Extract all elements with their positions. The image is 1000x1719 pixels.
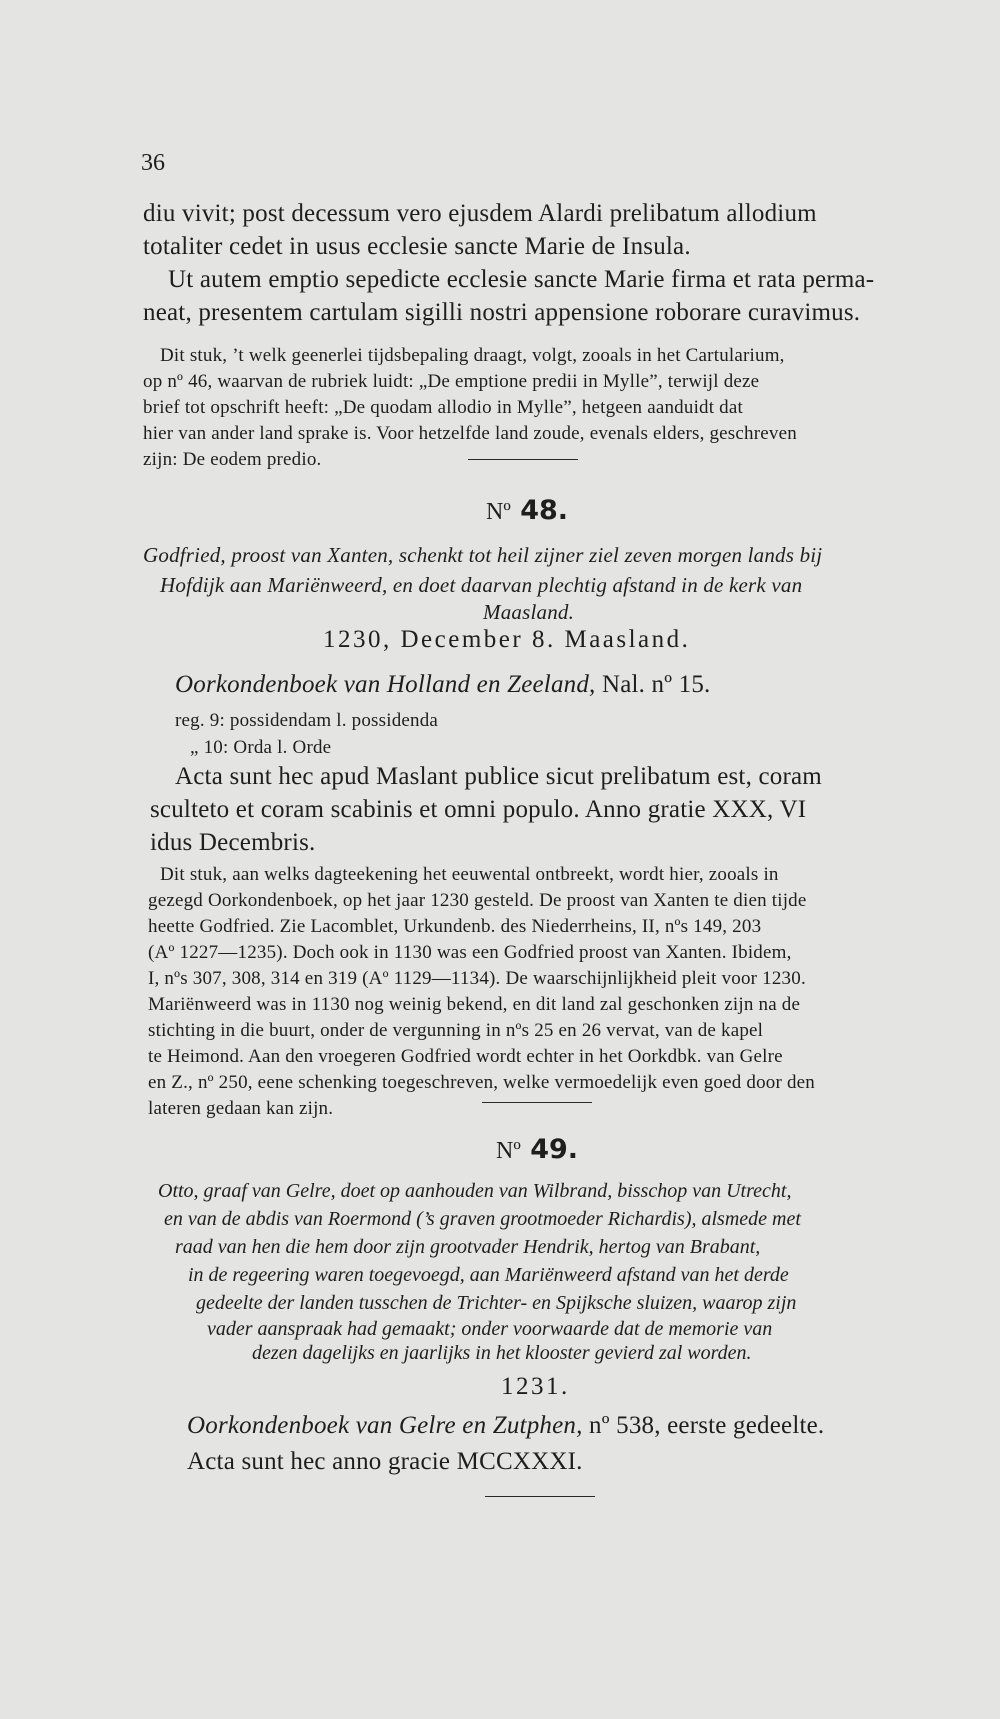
latin-line: Acta sunt hec anno gracie MCCXXXI. bbox=[187, 1448, 583, 1475]
note-line: op nº 46, waarvan de rubriek luidt: „De emptione predii in Mylle”, terwijl deze bbox=[143, 371, 760, 392]
note-line: (Aº 1227—1235). Doch ook in 1130 was een Godfried proost van Xanten. Ibidem, bbox=[148, 942, 792, 963]
summary-line: raad van hen die hem door zijn grootvader Hendrik, hertog van Brabant, bbox=[175, 1236, 761, 1258]
source-title: Oorkondenboek van Gelre en Zutphen, bbox=[187, 1412, 583, 1439]
latin-line: Ut autem emptio sepedicte ecclesie sancte Marie firma et rata perma- bbox=[168, 266, 875, 293]
note-line: stichting in die buurt, onder de vergunning in nºs 25 en 26 vervat, van de kapel bbox=[148, 1020, 764, 1041]
document-date: 1230, December 8. Maasland. bbox=[323, 626, 691, 653]
section-divider bbox=[468, 459, 578, 460]
latin-line: totaliter cedet in usus ecclesie sancte Marie de Insula. bbox=[143, 233, 691, 260]
page-number: 36 bbox=[141, 150, 165, 176]
source-citation bbox=[175, 671, 711, 699]
summary-line: Maasland. bbox=[483, 600, 575, 624]
note-line: zijn: De eodem predio. bbox=[143, 449, 322, 470]
section-divider bbox=[482, 1102, 592, 1103]
note-line: hier van ander land sprake is. Voor hetzelfde land zoude, evenals elders, geschreven bbox=[143, 423, 797, 444]
section-divider bbox=[485, 1496, 595, 1497]
heading-number: 49. bbox=[530, 1134, 579, 1165]
note-line: Mariënweerd was in 1130 nog weinig bekend, en dit land zal geschonken zijn na de bbox=[148, 994, 801, 1015]
summary-line: dezen dagelijks en jaarlijks in het klooster gevierd zal worden. bbox=[252, 1342, 752, 1364]
summary-line: Godfried, proost van Xanten, schenkt tot heil zijner ziel zeven morgen lands bij bbox=[143, 543, 823, 567]
note-line: heette Godfried. Zie Lacomblet, Urkundenb. des Niederrheins, II, nºs 149, 203 bbox=[148, 916, 762, 937]
latin-line: Acta sunt hec apud Maslant publice sicut prelibatum est, coram bbox=[175, 763, 822, 790]
note-line: te Heimond. Aan den vroegeren Godfried wordt echter in het Oorkdbk. van Gelre bbox=[148, 1046, 783, 1067]
note-line: gezegd Oorkondenboek, op het jaar 1230 gesteld. De proost van Xanten te dien tijde bbox=[148, 890, 807, 911]
summary-line: Hofdijk aan Mariënweerd, en doet daarvan plechtig afstand in de kerk van bbox=[160, 573, 803, 597]
latin-line: idus Decembris. bbox=[150, 829, 316, 856]
note-line: lateren gedaan kan zijn. bbox=[148, 1098, 334, 1119]
note-line: Dit stuk, aan welks dagteekening het eeuwental ontbreekt, wordt hier, zooals in bbox=[160, 864, 779, 885]
source-reference: Nal. nº 15. bbox=[601, 671, 711, 698]
summary-line: Otto, graaf van Gelre, doet op aanhouden van Wilbrand, bisschop van Utrecht, bbox=[158, 1180, 792, 1202]
latin-line: sculteto et coram scabinis et omni populo. Anno gratie XXX, VI bbox=[150, 796, 807, 823]
heading-prefix: Nº bbox=[486, 499, 511, 525]
document-heading-49 bbox=[496, 1134, 578, 1165]
note-line: Dit stuk, ’t welk geenerlei tijdsbepaling draagt, volgt, zooals in het Cartularium, bbox=[160, 345, 785, 366]
latin-line: diu vivit; post decessum vero ejusdem Alardi prelibatum allodium bbox=[143, 200, 817, 227]
summary-line: en van de abdis van Roermond (’s graven grootmoeder Richardis), alsmede met bbox=[164, 1208, 801, 1230]
heading-prefix: Nº bbox=[496, 1138, 521, 1164]
summary-line: vader aanspraak had gemaakt; onder voorwaarde dat de memorie van bbox=[207, 1318, 773, 1340]
source-title: Oorkondenboek van Holland en Zeeland, bbox=[175, 671, 596, 698]
emendation-line: „ 10: Orda l. Orde bbox=[190, 737, 332, 758]
source-reference: nº 538, eerste gedeelte. bbox=[589, 1412, 825, 1439]
source-citation bbox=[187, 1412, 824, 1440]
emendation-line: reg. 9: possidendam l. possidenda bbox=[175, 710, 439, 731]
document-heading-48 bbox=[486, 495, 568, 526]
note-line: en Z., nº 250, eene schenking toegeschreven, welke vermoedelijk even goed door den bbox=[148, 1072, 816, 1093]
summary-line: gedeelte der landen tusschen de Trichter- en Spijksche sluizen, waarop zijn bbox=[196, 1292, 797, 1314]
summary-line: in de regeering waren toegevoegd, aan Mariënweerd afstand van het derde bbox=[188, 1264, 789, 1286]
heading-number: 48. bbox=[520, 495, 569, 526]
document-date: 1231. bbox=[501, 1373, 570, 1400]
note-line: brief tot opschrift heeft: „De quodam allodio in Mylle”, hetgeen aanduidt dat bbox=[143, 397, 743, 418]
note-line: I, nºs 307, 308, 314 en 319 (Aº 1129—1134). De waarschijnlijkheid pleit voor 1230. bbox=[148, 968, 806, 989]
latin-line: neat, presentem cartulam sigilli nostri appensione roborare curavimus. bbox=[143, 299, 861, 326]
